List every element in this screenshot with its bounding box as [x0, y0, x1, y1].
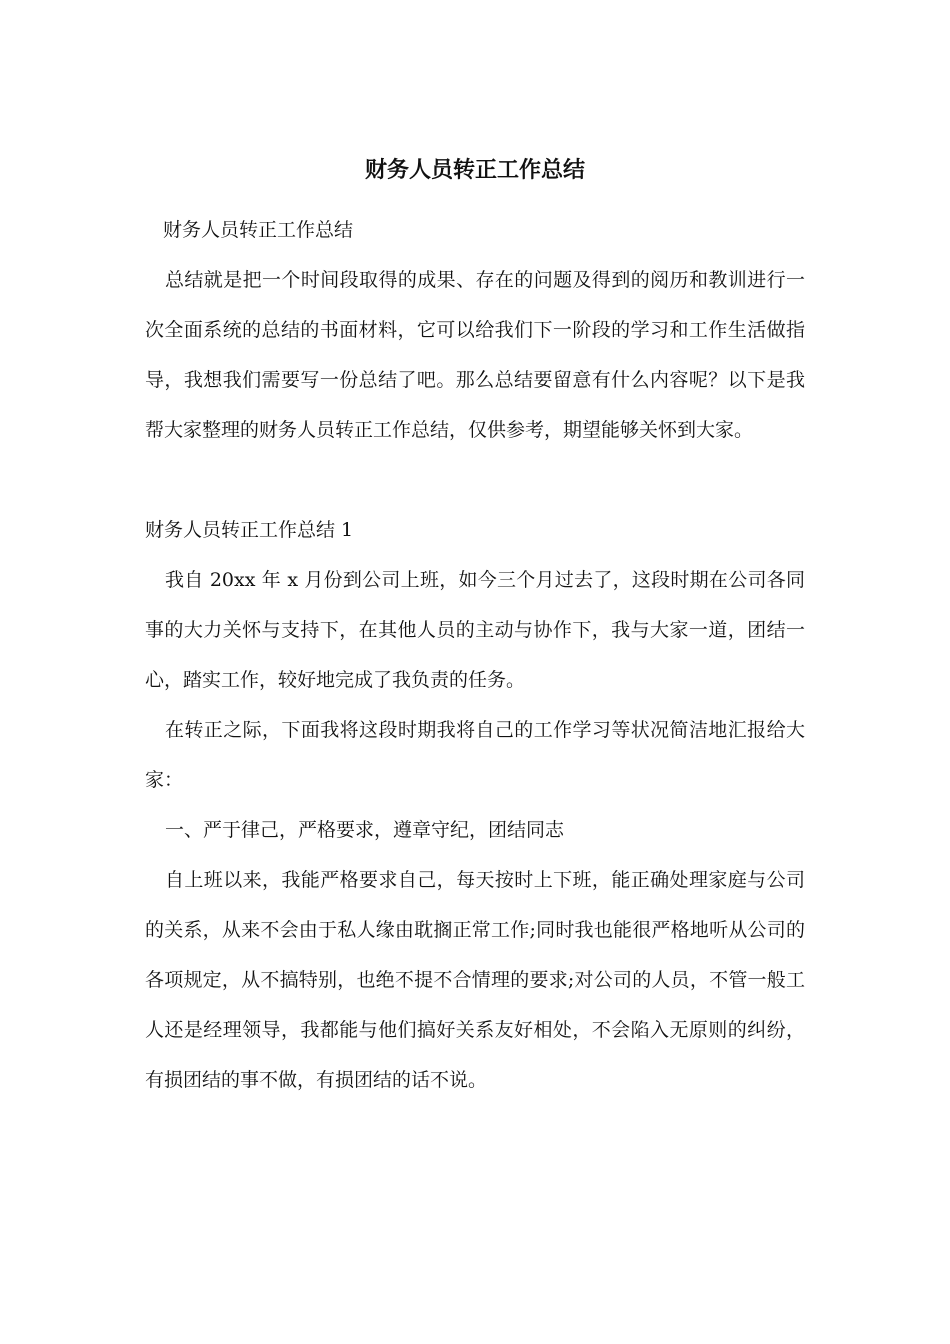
body-paragraph: 我自 20xx 年 x 月份到公司上班，如今三个月过去了，这段时期在公司各同事的大力关怀与支持下，在其他人员的主动与协作下，我与大家一道，团结一心，踏实工作，较好地完成了我负责的任务。: [145, 569, 805, 691]
body-paragraph: 自上班以来，我能严格要求自己，每天按时上下班，能正确处理家庭与公司的关系，从来不会由于私人缘由耽搁正常工作;同时我也能很严格地听从公司的各项规定，从不搞特别，也绝不提不合情理的要求;对公司的人员，不管一般工人还是经理领导，我都能与他们搞好关系友好相处，不会陷入无原则的纠纷，有损团结的事不做，有损团结的话不说。: [145, 869, 805, 1091]
point-heading: 一、严于律己，严格要求，遵章守纪，团结同志: [165, 819, 565, 841]
document-body: [145, 205, 805, 1105]
document-subtitle: 财务人员转正工作总结: [163, 219, 354, 241]
paragraph-spacer: [145, 455, 805, 505]
body-paragraph: 在转正之际，下面我将这段时期我将自己的工作学习等状况简洁地汇报给大家：: [145, 719, 805, 791]
document-title: 财务人员转正工作总结: [364, 157, 585, 183]
section-heading: 财务人员转正工作总结 1: [145, 519, 354, 541]
intro-paragraph: 总结就是把一个时间段取得的成果、存在的问题及得到的阅历和教训进行一次全面系统的总结的书面材料，它可以给我们下一阶段的学习和工作生活做指导，我想我们需要写一份总结了吧。那么总结要留意有什么内容呢？以下是我帮大家整理的财务人员转正工作总结，仅供参考，期望能够关怀到大家。: [145, 269, 805, 441]
